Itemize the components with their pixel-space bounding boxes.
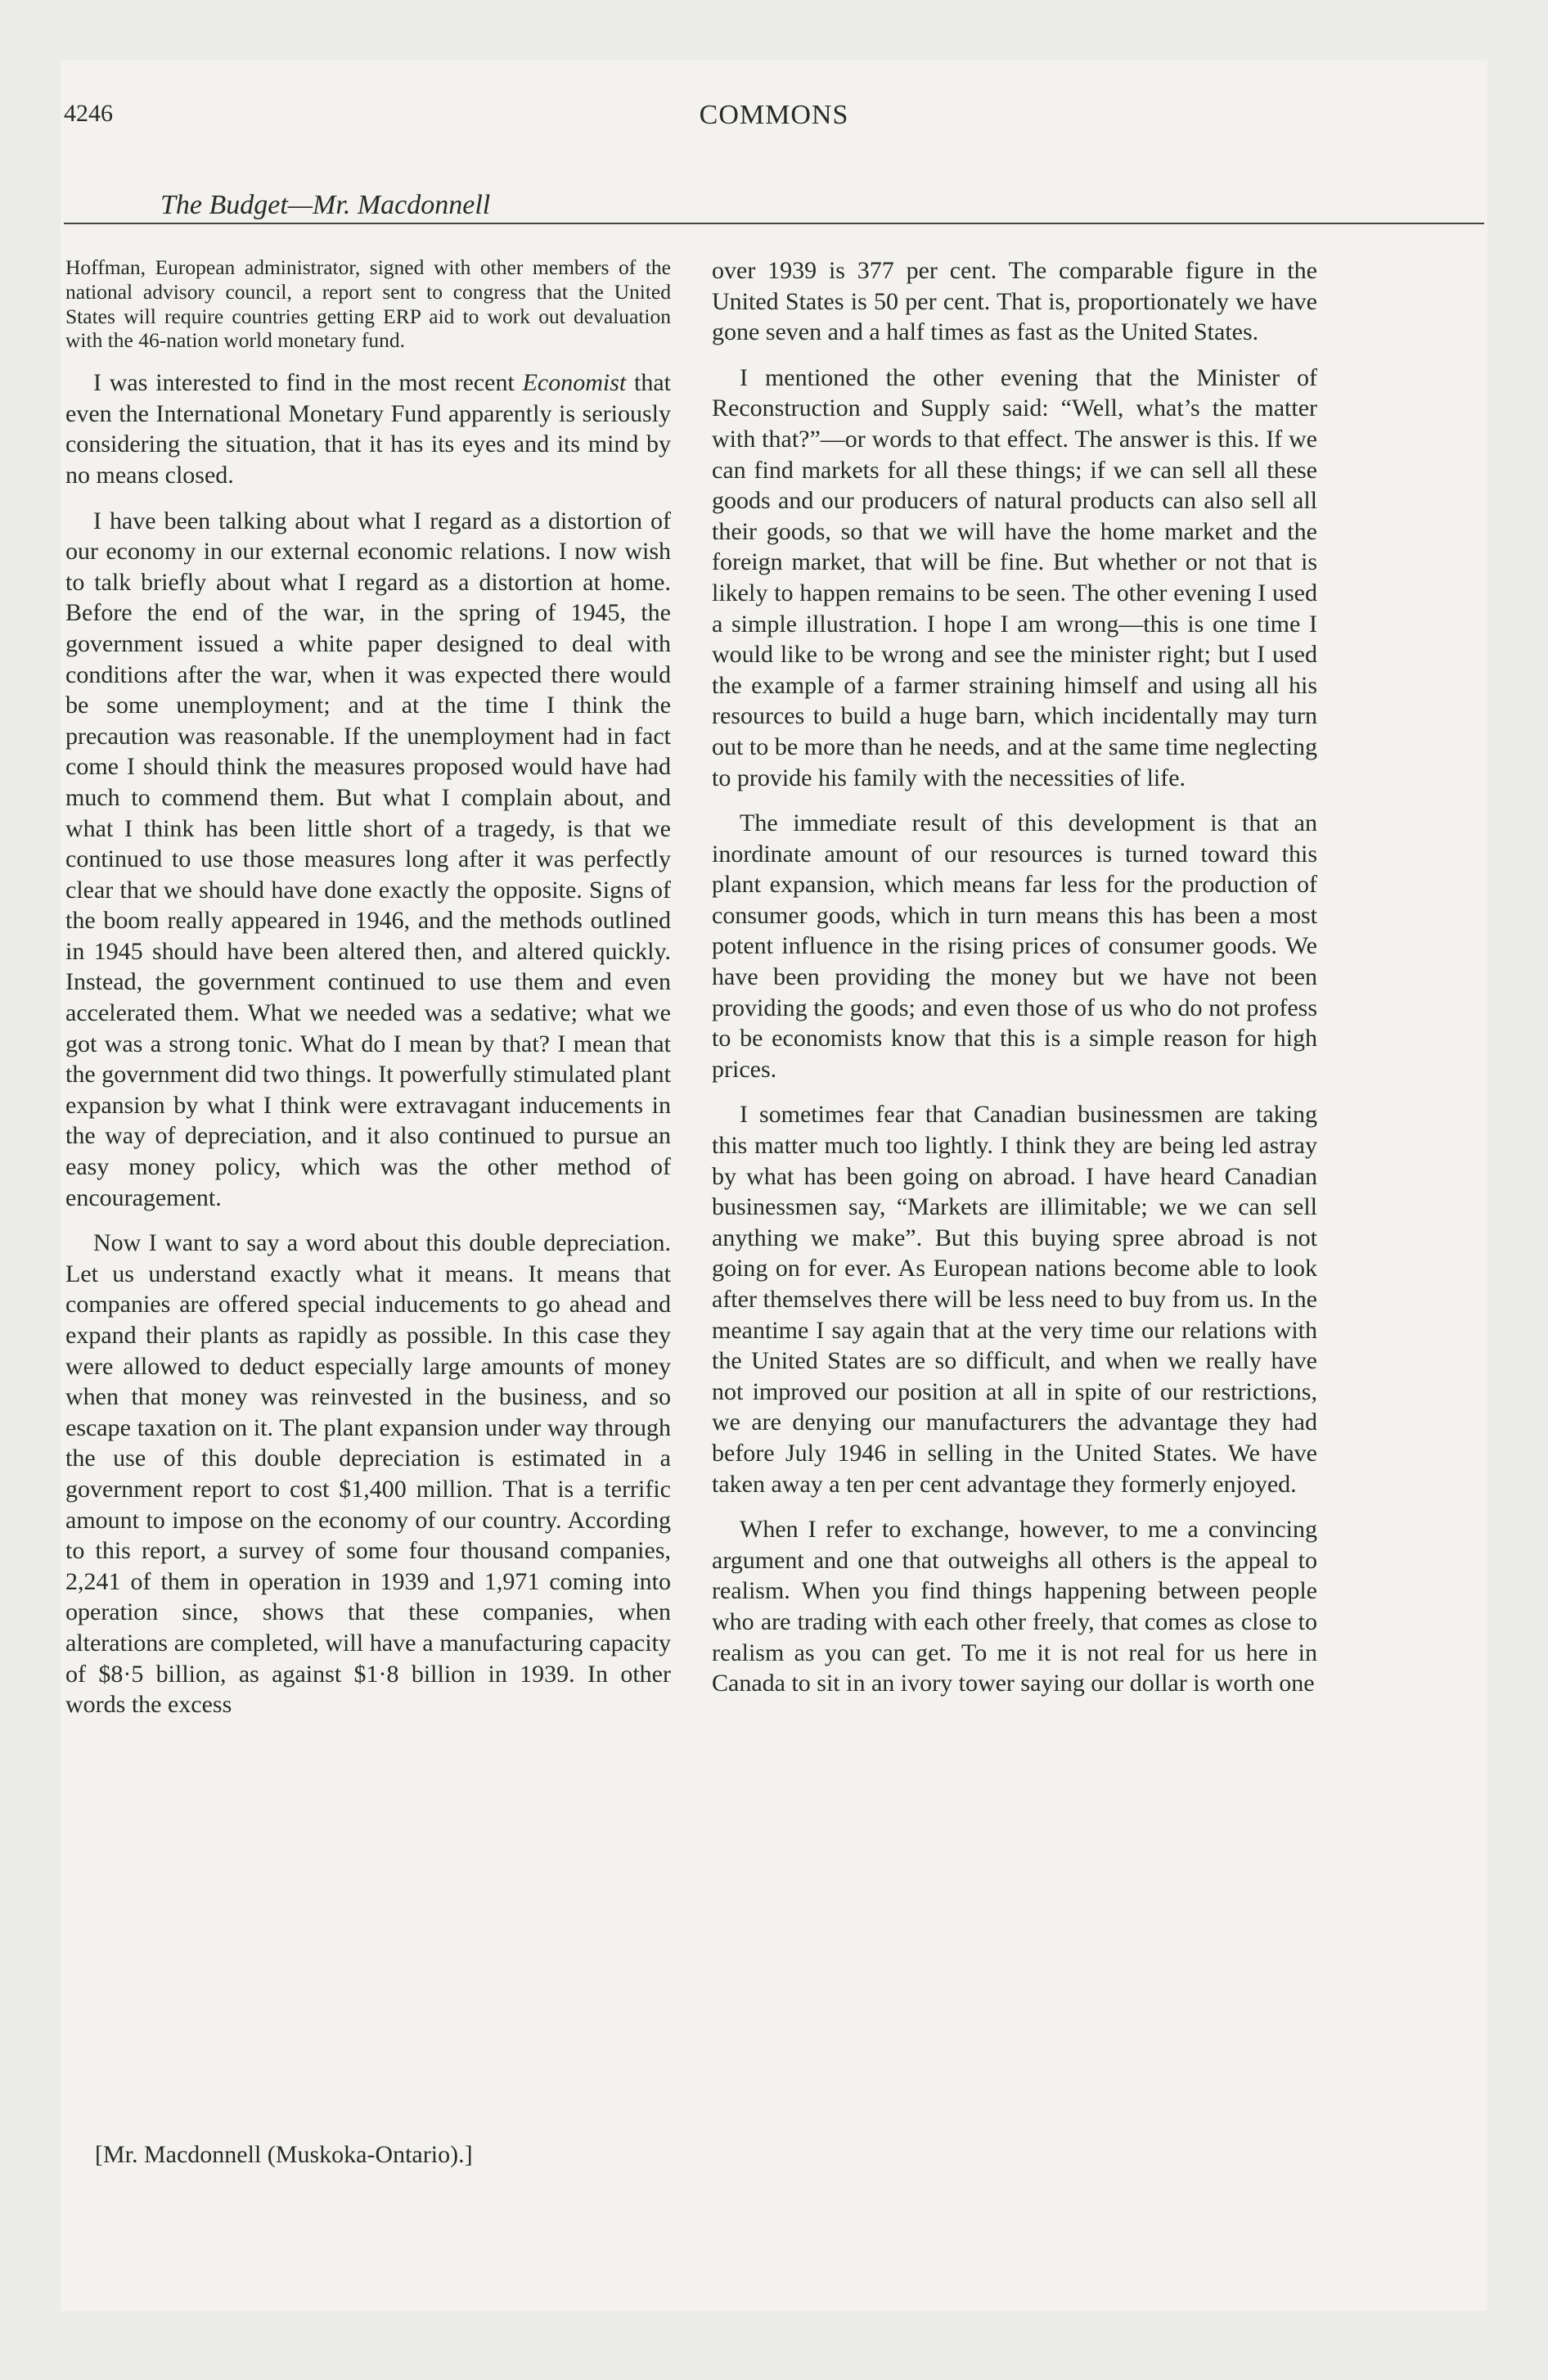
paragraph: [65, 367, 671, 490]
paragraph: Now I want to say a word about this double depreciation. Let us understand exactly what it means. It means that companies are offered special inducements to go ahead and expand their plants as rapidly as possible. In this case they were allowed to deduct especially large amounts of money when that money was reinvested in the business, and so escape taxation on it. The plant expansion under way through the use of this double depreciation is estimated in a government report to cost $1,400 million. That is a terrific amount to impose on the economy of our country. According to this report, a survey of some four thousand companies, 2,241 of them in operation in 1939 and 1,971 coming into operation since, shows that these companies, when alterations are completed, will have a manufacturing capacity of $8·5 billion, as against $1·8 billion in 1939. In other words the excess: [65, 1229, 671, 1719]
right-column: [712, 255, 1317, 1714]
paragraph: I have been talking about what I regard as a distortion of our economy in our external economic relations. I now wish to talk briefly about what I regard as a distortion at home. Before the end of the war, in the spring of 1945, the government issued a white paper designed to deal with conditions after the war, when it was expected there would be some unemployment; and at the time I think the precaution was reasonable. If the unemployment had in fact come I should think the measures proposed would have had much to commend them. But what I complain about, and what I think has been little short of a tragedy, is that we continued to use those measures long after it was perfectly clear that we should have done exactly the opposite. Signs of the boom really appeared in 1946, and the methods outlined in 1945 should have been altered then, and altered quickly. Instead, the government continued to use them and even accelerated them. What we needed was a sedative; what we got was a strong tonic. What do I mean by that? I mean that the government did two things. It powerfully stimulated plant expansion by what I think were extravagant inducements in the way of depreciation, and it also continued to pursue an easy money policy, which was the other method of encouragement.: [65, 507, 671, 1211]
paragraph: I sometimes fear that Canadian businessmen are taking this matter much too lightly. I think they are being led astray by what has been going on abroad. I have heard Canadian businessmen say, “Markets are illimitable; we we can sell anything we make”. But this buying spree abroad is not going on for ever. As European nations become able to look after themselves there will be less need to buy from us. In the meantime I say again that at the very time our relations with the United States are so difficult, and when we really have not improved our position at all in spite of our restrictions, we are denying our manufacturers the advantage they had before July 1946 in selling in the United States. We have taken away a ten per cent advantage they formerly enjoyed.: [712, 1101, 1317, 1498]
left-column: [65, 255, 671, 1735]
paragraph: over 1939 is 377 per cent. The comparable figure in the United States is 50 per cent. That is, proportionately we have gone seven and a half times as fast as the United States.: [712, 257, 1317, 346]
paragraph-text: that even the International Monetary Fund apparently is seriously considering the situation, that it has its eyes and its mind by no means closed.: [65, 369, 671, 489]
running-head: The Budget—Mr. Macdonnell: [160, 190, 491, 220]
paragraph-text: I was interested to find in the most recent: [93, 369, 515, 397]
page-number: 4246: [64, 100, 113, 127]
paragraph: The immediate result of this development is that an inordinate amount of our resources is turned toward this plant expansion, which means far less for the production of consumer goods, which in turn means this has been a most potent influence in the rising prices of consumer goods. We have been providing the money but we have not been providing the goods; and even those of us who do not profess to be economists know that this is a simple reason for high prices.: [712, 809, 1317, 1083]
paragraph: I mentioned the other evening that the Minister of Reconstruction and Supply said: “Well, what’s the matter with that?”—or words to that effect. The answer is this. If we can find markets for all these things; if we can sell all these goods and our producers of natural products can also sell all their goods, so that we will have the home market and the foreign market, that will be fine. But whether or not that is likely to happen remains to be seen. The other evening I used a simple illustration. I hope I am wrong—this is one time I would like to be wrong and see the minister right; but I used the example of a farmer straining himself and using all his resources to build a huge barn, which incidentally may turn out to be more than he needs, and at the same time neglecting to provide his family with the necessities of life.: [712, 363, 1317, 791]
publication-title: Economist: [522, 369, 627, 397]
speaker-attribution: [Mr. Macdonnell (Muskoka-Ontario).]: [95, 2141, 473, 2168]
paragraph: Hoffman, European administrator, signed with other members of the national advisory council, a report sent to congress that the United States will require countries getting ERP aid to work out devaluation with the 46-nation world monetary fund.: [65, 255, 671, 353]
page-header: [64, 100, 1484, 223]
header-rule: [64, 223, 1484, 224]
section-title: COMMONS: [699, 100, 849, 130]
paragraph: When I refer to exchange, however, to me a convincing argument and one that outweighs all others is the appeal to realism. When you find things happening between people who are trading with each other freely, that comes as close to realism as you can get. To me it is not real for us here in Canada to sit in an ivory tower saying our dollar is worth one: [712, 1516, 1317, 1697]
